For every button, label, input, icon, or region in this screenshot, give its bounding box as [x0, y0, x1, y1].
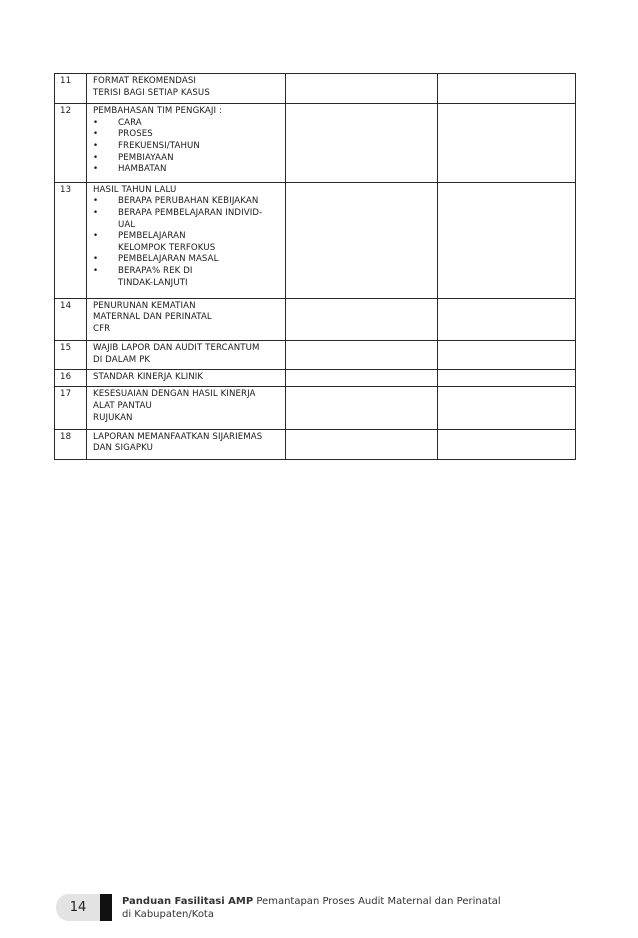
item-line: ALAT PANTAU: [93, 401, 152, 411]
item-line: PEMBAHASAN TIM PENGKAJI :: [93, 106, 222, 117]
row-item: [87, 387, 286, 429]
row-item: [87, 74, 286, 104]
bullet-list: [93, 118, 281, 176]
checklist-cell-a[interactable]: [286, 104, 438, 183]
page-number-bar: [100, 894, 112, 921]
item-line: DI DALAM PK: [93, 354, 151, 365]
row-item: [87, 104, 286, 183]
checklist-cell-b[interactable]: [438, 429, 576, 459]
row-number: 16: [55, 370, 87, 387]
bullet-item: • BERAPA% REK DI TINDAK-LANJUTI: [93, 266, 281, 289]
table-row: [55, 298, 576, 340]
table-row: [55, 387, 576, 429]
item-line: STANDAR KINERJA KLINIK: [93, 372, 204, 383]
table-row: [55, 370, 576, 387]
checklist-cell-b[interactable]: [438, 387, 576, 429]
checklist-cell-b[interactable]: [438, 74, 576, 104]
item-line: LAPORAN MEMANFAATKAN SIJARIEMAS: [93, 431, 263, 442]
footer-subtitle: di Kabupaten/Kota: [122, 908, 214, 920]
checklist-cell-b[interactable]: [438, 341, 576, 370]
checklist-cell-a[interactable]: [286, 341, 438, 370]
bullet-item: • BERAPA PEMBELAJARAN INDIVID- UAL: [93, 208, 281, 231]
checklist-cell-a[interactable]: [286, 429, 438, 459]
item-line: DAN SIGAPKU: [93, 443, 154, 454]
table-row: [55, 182, 576, 298]
row-item: [87, 298, 286, 340]
checklist-cell-b[interactable]: [438, 182, 576, 298]
checklist-cell-a[interactable]: [286, 74, 438, 104]
bullet-item: • PEMBELAJARAN KELOMPOK TERFOKUS: [93, 231, 281, 254]
footer: [122, 896, 501, 921]
table-row: [55, 341, 576, 370]
checklist-cell-a[interactable]: [286, 182, 438, 298]
item-line: TERISI BAGI SETIAP KASUS: [93, 87, 210, 98]
footer-title-line: [122, 896, 501, 909]
footer-title-rest: Pemantapan Proses Audit Maternal dan Perinatal: [253, 896, 501, 907]
row-item: [87, 341, 286, 370]
checklist-cell-a[interactable]: [286, 387, 438, 429]
bullet-item: • CARA: [93, 118, 281, 130]
bullet-item: • PROSES: [93, 129, 281, 141]
checklist-cell-a[interactable]: [286, 298, 438, 340]
checklist-cell-b[interactable]: [438, 104, 576, 183]
item-line: FORMAT REKOMENDASI: [93, 76, 197, 86]
item-line: PENURUNAN KEMATIAN: [93, 300, 196, 311]
row-item: [87, 370, 286, 387]
item-line: MATERNAL DAN PERINATAL: [93, 312, 212, 323]
item-line: RUJUKAN: [93, 412, 133, 423]
bullet-item: • BERAPA PERUBAHAN KEBIJAKAN: [93, 196, 281, 208]
checklist-cell-a[interactable]: [286, 370, 438, 387]
table-row: [55, 74, 576, 104]
bullet-item: • HAMBATAN: [93, 164, 281, 176]
item-line: HASIL TAHUN LALU: [93, 184, 177, 195]
row-number: 12: [55, 104, 87, 183]
table-row: [55, 429, 576, 459]
table-row: [55, 104, 576, 183]
checklist-table: [54, 73, 576, 460]
page-number: 14: [56, 894, 100, 921]
checklist-cell-b[interactable]: [438, 298, 576, 340]
bullet-item: • FREKUENSI/TAHUN: [93, 141, 281, 153]
footer-title-bold: Panduan Fasilitasi AMP: [122, 896, 254, 907]
row-number: 17: [55, 387, 87, 429]
item-line: KESESUAIAN DENGAN HASIL KINERJA: [93, 389, 256, 400]
row-number: 18: [55, 429, 87, 459]
bullet-list: [93, 196, 281, 289]
row-number: 13: [55, 182, 87, 298]
row-item: [87, 182, 286, 298]
item-line: WAJIB LAPOR DAN AUDIT TERCANTUM: [93, 343, 260, 354]
item-line: CFR: [93, 323, 111, 334]
row-item: [87, 429, 286, 459]
bullet-item: • PEMBELAJARAN MASAL: [93, 254, 281, 266]
row-number: 15: [55, 341, 87, 370]
checklist-cell-b[interactable]: [438, 370, 576, 387]
row-number: 11: [55, 74, 87, 104]
bullet-item: • PEMBIAYAAN: [93, 153, 281, 165]
row-number: 14: [55, 298, 87, 340]
